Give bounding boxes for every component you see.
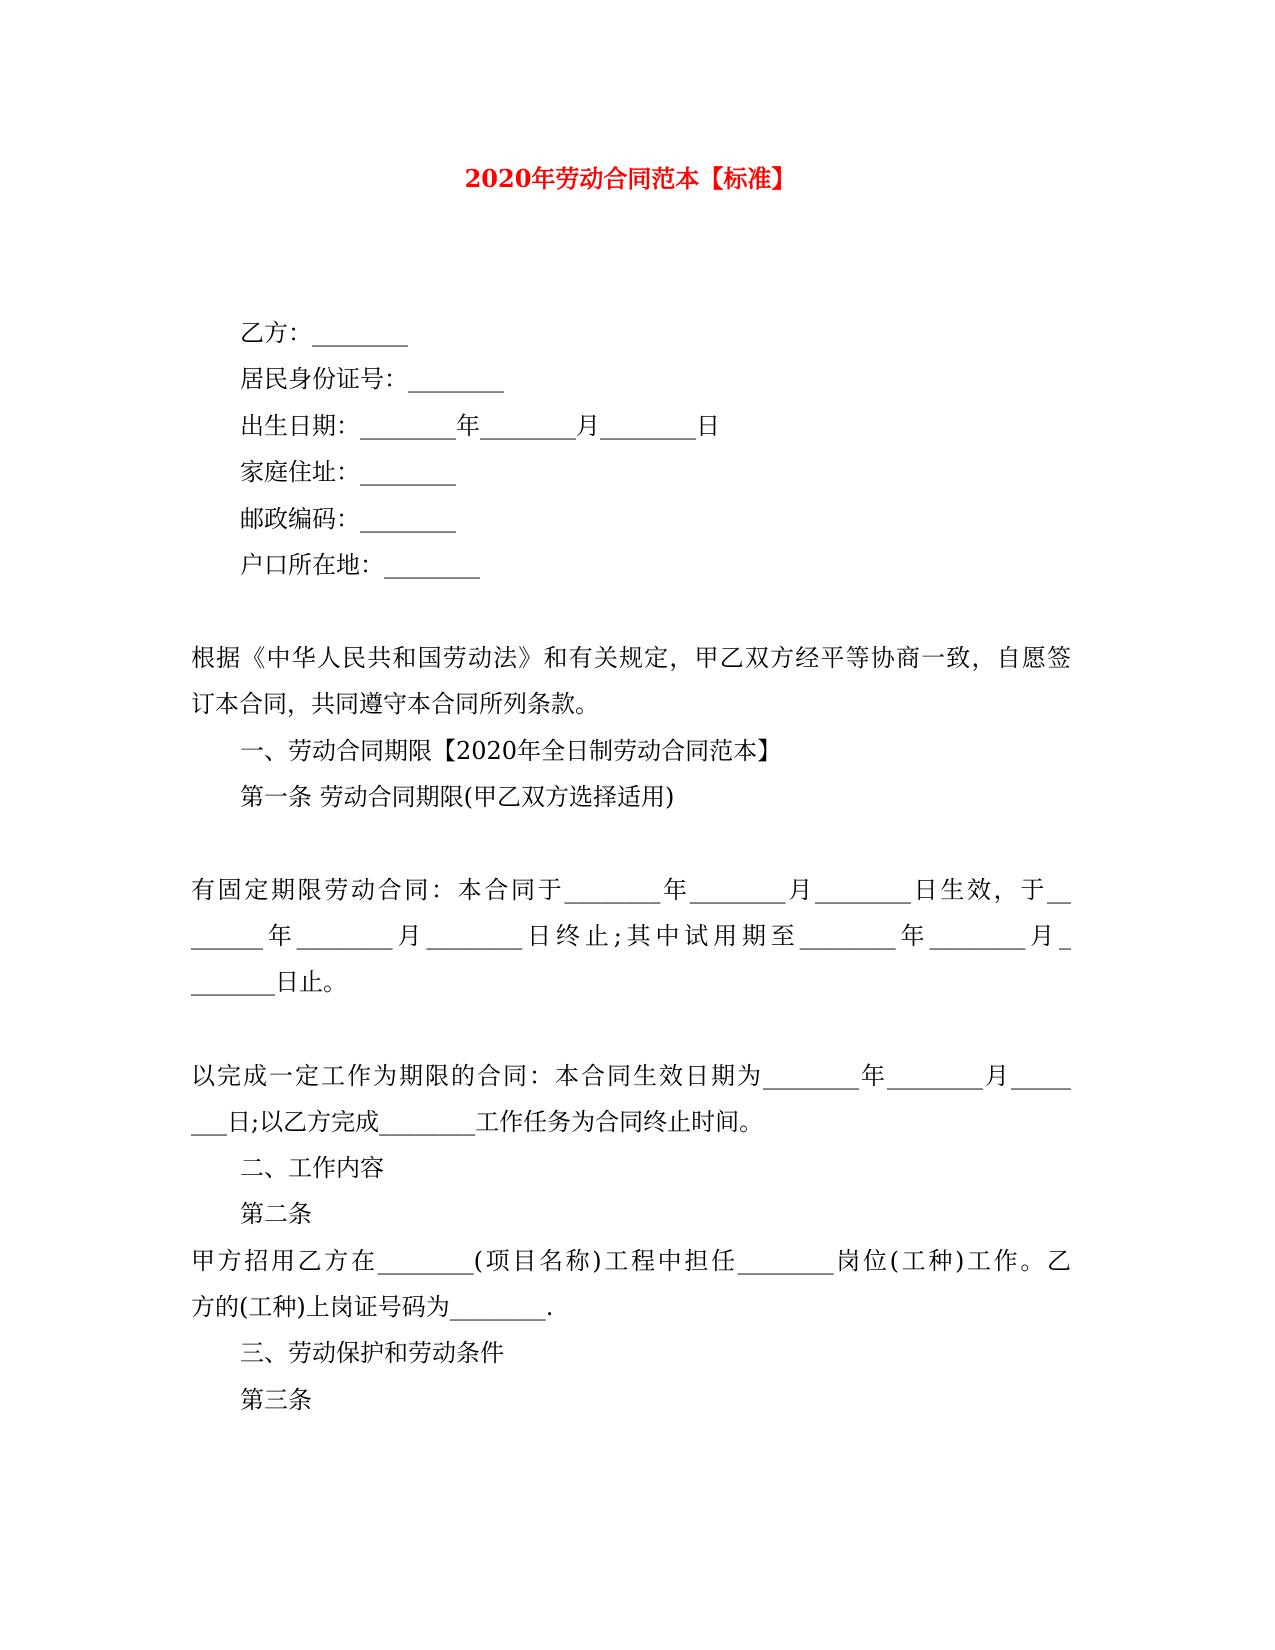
section-2-heading: 二、工作内容 — [240, 1154, 384, 1182]
task-term-line-2: ___日;以乙方完成________工作任务为合同终止时间。 — [191, 1108, 764, 1136]
fixed-term-line-2: ______年________月________日终止;其中试用期至________年________月_ — [191, 922, 1071, 950]
home-address-line: 家庭住址：________ — [240, 458, 456, 486]
work-content-line-2: 方的(工种)上岗证号码为________. — [191, 1293, 554, 1321]
article-2-heading: 第二条 — [240, 1200, 312, 1228]
party-b-line: 乙方：________ — [240, 319, 408, 347]
id-number-line: 居民身份证号：________ — [240, 365, 504, 393]
work-content-line-1: 甲方招用乙方在________(项目名称)工程中担任________岗位(工种)工作。乙 — [191, 1247, 1071, 1275]
fixed-term-line-3: _______日止。 — [191, 968, 347, 996]
fixed-term-line-1: 有固定期限劳动合同：本合同于________年________月________日生效，于__ — [191, 876, 1071, 904]
birth-date-line: 出生日期：________年________月________日 — [240, 412, 720, 440]
document-title: 2020年劳动合同范本【标准】 — [464, 164, 796, 193]
task-term-line-1: 以完成一定工作为期限的合同：本合同生效日期为________年________月_____ — [191, 1062, 1071, 1090]
article-1-heading: 第一条 劳动合同期限(甲乙双方选择适用) — [240, 783, 675, 811]
household-registration-line: 户口所在地：________ — [240, 551, 480, 579]
article-3-heading: 第三条 — [240, 1386, 312, 1414]
preamble-line-1: 根据《中华人民共和国劳动法》和有关规定，甲乙双方经平等协商一致，自愿签 — [191, 644, 1071, 672]
postal-code-line: 邮政编码：________ — [240, 505, 456, 533]
preamble-line-2: 订本合同，共同遵守本合同所列条款。 — [191, 690, 599, 718]
section-1-heading: 一、劳动合同期限【2020年全日制劳动合同范本】 — [240, 737, 782, 765]
section-3-heading: 三、劳动保护和劳动条件 — [240, 1339, 504, 1367]
